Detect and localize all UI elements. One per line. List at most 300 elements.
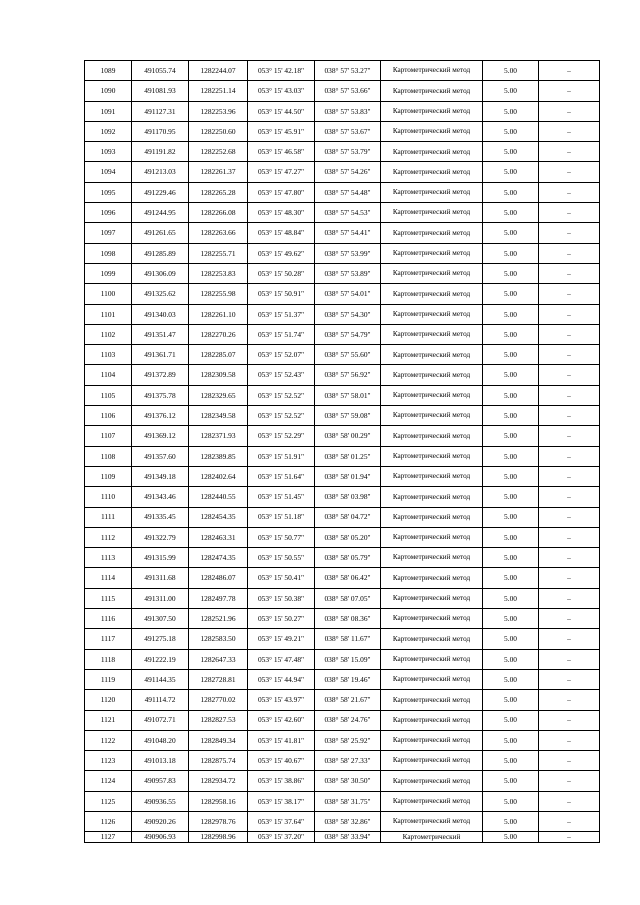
- latitude-cell: 053° 15' 52.52": [248, 406, 315, 426]
- point-number-cell: 1111: [85, 507, 132, 527]
- y-coordinate-cell: 1282934.72: [189, 771, 248, 791]
- x-coordinate-cell: 491311.00: [132, 588, 189, 608]
- accuracy-cell: 5.00: [483, 142, 539, 162]
- method-cell: [381, 771, 483, 791]
- method-cell: [381, 142, 483, 162]
- latitude-cell: 053° 15' 48.84": [248, 223, 315, 243]
- method-label: Картометрический метод: [392, 411, 471, 420]
- latitude-cell: 053° 15' 37.64": [248, 811, 315, 831]
- method-label: Картометрический метод: [392, 127, 471, 136]
- latitude-cell: 053° 15' 44.94": [248, 669, 315, 689]
- y-coordinate-cell: 1282770.02: [189, 690, 248, 710]
- point-number-cell: 1112: [85, 527, 132, 547]
- description-cell: –: [539, 61, 600, 81]
- x-coordinate-cell: 491229.46: [132, 182, 189, 202]
- point-number-cell: 1126: [85, 811, 132, 831]
- description-cell: –: [539, 324, 600, 344]
- x-coordinate-cell: 491127.31: [132, 101, 189, 121]
- x-coordinate-cell: 491013.18: [132, 751, 189, 771]
- method-cell: [381, 162, 483, 182]
- table-row: [85, 527, 600, 547]
- latitude-cell: 053° 15' 45.91": [248, 121, 315, 141]
- description-cell: –: [539, 223, 600, 243]
- latitude-cell: 053° 15' 43.03": [248, 81, 315, 101]
- table-row: [85, 121, 600, 141]
- x-coordinate-cell: 491275.18: [132, 629, 189, 649]
- table-row: [85, 751, 600, 771]
- method-label: Картометрический метод: [392, 614, 471, 623]
- accuracy-cell: 5.00: [483, 81, 539, 101]
- accuracy-cell: 5.00: [483, 101, 539, 121]
- description-cell: –: [539, 649, 600, 669]
- accuracy-cell: 5.00: [483, 710, 539, 730]
- method-label: Картометрический метод: [392, 451, 471, 460]
- y-coordinate-cell: 1282583.50: [189, 629, 248, 649]
- x-coordinate-cell: 491170.95: [132, 121, 189, 141]
- point-number-cell: 1107: [85, 426, 132, 446]
- latitude-cell: 053° 15' 50.55": [248, 548, 315, 568]
- y-coordinate-cell: 1282266.08: [189, 203, 248, 223]
- method-label: Картометрический: [402, 832, 461, 841]
- point-number-cell: 1118: [85, 649, 132, 669]
- latitude-cell: 053° 15' 51.91": [248, 446, 315, 466]
- y-coordinate-cell: 1282250.60: [189, 121, 248, 141]
- table-row: [85, 345, 600, 365]
- y-coordinate-cell: 1282309.58: [189, 365, 248, 385]
- x-coordinate-cell: 491376.12: [132, 406, 189, 426]
- accuracy-cell: 5.00: [483, 203, 539, 223]
- accuracy-cell: 5.00: [483, 263, 539, 283]
- y-coordinate-cell: 1282349.58: [189, 406, 248, 426]
- accuracy-cell: 5.00: [483, 568, 539, 588]
- longitude-cell: 038° 57' 54.79": [315, 324, 381, 344]
- accuracy-cell: 5.00: [483, 345, 539, 365]
- x-coordinate-cell: 491055.74: [132, 61, 189, 81]
- accuracy-cell: 5.00: [483, 588, 539, 608]
- longitude-cell: 038° 58' 11.67": [315, 629, 381, 649]
- table-row: [85, 223, 600, 243]
- longitude-cell: 038° 57' 53.99": [315, 243, 381, 263]
- point-number-cell: 1125: [85, 791, 132, 811]
- description-cell: –: [539, 832, 600, 843]
- x-coordinate-cell: 491375.78: [132, 385, 189, 405]
- longitude-cell: 038° 58' 01.94": [315, 466, 381, 486]
- method-label: Картометрический метод: [392, 736, 471, 745]
- y-coordinate-cell: 1282253.96: [189, 101, 248, 121]
- point-number-cell: 1123: [85, 751, 132, 771]
- x-coordinate-cell: 491048.20: [132, 730, 189, 750]
- latitude-cell: 053° 15' 37.20": [248, 832, 315, 843]
- method-label: Картометрический метод: [392, 634, 471, 643]
- x-coordinate-cell: 491306.09: [132, 263, 189, 283]
- method-label: Картометрический метод: [392, 492, 471, 501]
- table-row: [85, 649, 600, 669]
- point-number-cell: 1094: [85, 162, 132, 182]
- point-number-cell: 1096: [85, 203, 132, 223]
- y-coordinate-cell: 1282244.07: [189, 61, 248, 81]
- table-row: [85, 406, 600, 426]
- point-number-cell: 1103: [85, 345, 132, 365]
- y-coordinate-cell: 1282252.68: [189, 142, 248, 162]
- y-coordinate-cell: 1282261.10: [189, 304, 248, 324]
- table-row: [85, 811, 600, 831]
- method-cell: [381, 406, 483, 426]
- accuracy-cell: 5.00: [483, 446, 539, 466]
- longitude-cell: 038° 58' 33.94": [315, 832, 381, 843]
- longitude-cell: 038° 57' 54.53": [315, 203, 381, 223]
- longitude-cell: 038° 58' 07.05": [315, 588, 381, 608]
- description-cell: –: [539, 507, 600, 527]
- method-cell: [381, 101, 483, 121]
- longitude-cell: 038° 58' 01.25": [315, 446, 381, 466]
- accuracy-cell: 5.00: [483, 730, 539, 750]
- coordinates-table: [84, 60, 600, 843]
- point-number-cell: 1092: [85, 121, 132, 141]
- method-cell: [381, 507, 483, 527]
- point-number-cell: 1122: [85, 730, 132, 750]
- longitude-cell: 038° 57' 56.92": [315, 365, 381, 385]
- latitude-cell: 053° 15' 38.17": [248, 791, 315, 811]
- latitude-cell: 053° 15' 49.21": [248, 629, 315, 649]
- table-row: [85, 730, 600, 750]
- method-cell: [381, 730, 483, 750]
- method-cell: [381, 243, 483, 263]
- latitude-cell: 053° 15' 52.29": [248, 426, 315, 446]
- table-row: [85, 324, 600, 344]
- longitude-cell: 038° 58' 19.46": [315, 669, 381, 689]
- accuracy-cell: 5.00: [483, 832, 539, 843]
- accuracy-cell: 5.00: [483, 751, 539, 771]
- method-label: Картометрический метод: [392, 675, 471, 684]
- latitude-cell: 053° 15' 42.60": [248, 710, 315, 730]
- latitude-cell: 053° 15' 43.97": [248, 690, 315, 710]
- method-cell: [381, 832, 483, 843]
- x-coordinate-cell: 491335.45: [132, 507, 189, 527]
- table-row: [85, 365, 600, 385]
- latitude-cell: 053° 15' 52.52": [248, 385, 315, 405]
- table-row: [85, 832, 600, 843]
- table-row: [85, 203, 600, 223]
- method-label: Картометрический метод: [392, 66, 471, 75]
- method-label: Картометрический метод: [392, 573, 471, 582]
- table-row: [85, 568, 600, 588]
- method-cell: [381, 304, 483, 324]
- table-row: [85, 710, 600, 730]
- method-cell: [381, 446, 483, 466]
- y-coordinate-cell: 1282875.74: [189, 751, 248, 771]
- point-number-cell: 1105: [85, 385, 132, 405]
- method-label: Картометрический метод: [392, 512, 471, 521]
- y-coordinate-cell: 1282251.14: [189, 81, 248, 101]
- x-coordinate-cell: 491307.50: [132, 609, 189, 629]
- longitude-cell: 038° 57' 54.41": [315, 223, 381, 243]
- accuracy-cell: 5.00: [483, 385, 539, 405]
- method-label: Картометрический метод: [392, 472, 471, 481]
- description-cell: –: [539, 365, 600, 385]
- description-cell: –: [539, 690, 600, 710]
- latitude-cell: 053° 15' 44.50": [248, 101, 315, 121]
- latitude-cell: 053° 15' 48.30": [248, 203, 315, 223]
- accuracy-cell: 5.00: [483, 284, 539, 304]
- method-cell: [381, 751, 483, 771]
- accuracy-cell: 5.00: [483, 811, 539, 831]
- longitude-cell: 038° 57' 54.48": [315, 182, 381, 202]
- longitude-cell: 038° 57' 53.79": [315, 142, 381, 162]
- y-coordinate-cell: 1282474.35: [189, 548, 248, 568]
- method-cell: [381, 690, 483, 710]
- method-cell: [381, 203, 483, 223]
- longitude-cell: 038° 57' 53.67": [315, 121, 381, 141]
- description-cell: –: [539, 142, 600, 162]
- description-cell: –: [539, 466, 600, 486]
- y-coordinate-cell: 1282728.81: [189, 669, 248, 689]
- method-cell: [381, 710, 483, 730]
- description-cell: –: [539, 609, 600, 629]
- x-coordinate-cell: 490920.26: [132, 811, 189, 831]
- accuracy-cell: 5.00: [483, 791, 539, 811]
- x-coordinate-cell: 491222.19: [132, 649, 189, 669]
- longitude-cell: 038° 58' 27.33": [315, 751, 381, 771]
- y-coordinate-cell: 1282486.07: [189, 568, 248, 588]
- description-cell: –: [539, 446, 600, 466]
- longitude-cell: 038° 57' 58.01": [315, 385, 381, 405]
- table-row: [85, 588, 600, 608]
- longitude-cell: 038° 58' 04.72": [315, 507, 381, 527]
- table-row: [85, 304, 600, 324]
- point-number-cell: 1120: [85, 690, 132, 710]
- y-coordinate-cell: 1282285.07: [189, 345, 248, 365]
- table-row: [85, 61, 600, 81]
- longitude-cell: 038° 58' 08.36": [315, 609, 381, 629]
- description-cell: –: [539, 527, 600, 547]
- latitude-cell: 053° 15' 47.48": [248, 649, 315, 669]
- x-coordinate-cell: 490957.83: [132, 771, 189, 791]
- method-label: Картометрический метод: [392, 654, 471, 663]
- method-label: Картометрический метод: [392, 797, 471, 806]
- method-cell: [381, 649, 483, 669]
- longitude-cell: 038° 58' 32.86": [315, 811, 381, 831]
- x-coordinate-cell: 491311.68: [132, 568, 189, 588]
- description-cell: –: [539, 406, 600, 426]
- method-cell: [381, 609, 483, 629]
- x-coordinate-cell: 490906.93: [132, 832, 189, 843]
- longitude-cell: 038° 58' 00.29": [315, 426, 381, 446]
- table-row: [85, 101, 600, 121]
- description-cell: –: [539, 811, 600, 831]
- latitude-cell: 053° 15' 50.91": [248, 284, 315, 304]
- accuracy-cell: 5.00: [483, 629, 539, 649]
- point-number-cell: 1121: [85, 710, 132, 730]
- x-coordinate-cell: 491072.71: [132, 710, 189, 730]
- longitude-cell: 038° 58' 15.09": [315, 649, 381, 669]
- y-coordinate-cell: 1282389.85: [189, 446, 248, 466]
- accuracy-cell: 5.00: [483, 690, 539, 710]
- y-coordinate-cell: 1282265.28: [189, 182, 248, 202]
- x-coordinate-cell: 491343.46: [132, 487, 189, 507]
- longitude-cell: 038° 57' 54.01": [315, 284, 381, 304]
- longitude-cell: 038° 58' 31.75": [315, 791, 381, 811]
- description-cell: –: [539, 568, 600, 588]
- longitude-cell: 038° 58' 06.42": [315, 568, 381, 588]
- x-coordinate-cell: 491349.18: [132, 466, 189, 486]
- longitude-cell: 038° 58' 03.98": [315, 487, 381, 507]
- description-cell: –: [539, 345, 600, 365]
- method-label: Картометрический метод: [392, 188, 471, 197]
- description-cell: –: [539, 487, 600, 507]
- description-cell: –: [539, 182, 600, 202]
- point-number-cell: 1102: [85, 324, 132, 344]
- y-coordinate-cell: 1282371.93: [189, 426, 248, 446]
- method-label: Картометрический метод: [392, 370, 471, 379]
- method-label: Картометрический метод: [392, 776, 471, 785]
- y-coordinate-cell: 1282440.55: [189, 487, 248, 507]
- method-cell: [381, 527, 483, 547]
- latitude-cell: 053° 15' 50.28": [248, 263, 315, 283]
- latitude-cell: 053° 15' 41.81": [248, 730, 315, 750]
- x-coordinate-cell: 491261.65: [132, 223, 189, 243]
- y-coordinate-cell: 1282998.96: [189, 832, 248, 843]
- latitude-cell: 053° 15' 52.43": [248, 365, 315, 385]
- table-row: [85, 284, 600, 304]
- x-coordinate-cell: 491114.72: [132, 690, 189, 710]
- x-coordinate-cell: 491244.95: [132, 203, 189, 223]
- description-cell: –: [539, 588, 600, 608]
- method-cell: [381, 548, 483, 568]
- method-cell: [381, 182, 483, 202]
- method-cell: [381, 568, 483, 588]
- method-cell: [381, 284, 483, 304]
- method-cell: [381, 81, 483, 101]
- y-coordinate-cell: 1282463.31: [189, 527, 248, 547]
- point-number-cell: 1108: [85, 446, 132, 466]
- method-label: Картометрический метод: [392, 350, 471, 359]
- latitude-cell: 053° 15' 46.58": [248, 142, 315, 162]
- point-number-cell: 1097: [85, 223, 132, 243]
- y-coordinate-cell: 1282253.83: [189, 263, 248, 283]
- description-cell: –: [539, 548, 600, 568]
- method-label: Картометрический метод: [392, 249, 471, 258]
- y-coordinate-cell: 1282849.34: [189, 730, 248, 750]
- description-cell: –: [539, 710, 600, 730]
- method-cell: [381, 365, 483, 385]
- method-label: Картометрический метод: [392, 817, 471, 826]
- table-row: [85, 669, 600, 689]
- accuracy-cell: 5.00: [483, 121, 539, 141]
- method-cell: [381, 385, 483, 405]
- x-coordinate-cell: 491315.99: [132, 548, 189, 568]
- y-coordinate-cell: 1282263.66: [189, 223, 248, 243]
- longitude-cell: 038° 58' 24.76": [315, 710, 381, 730]
- point-number-cell: 1114: [85, 568, 132, 588]
- table-row: [85, 507, 600, 527]
- x-coordinate-cell: 491340.03: [132, 304, 189, 324]
- y-coordinate-cell: 1282255.71: [189, 243, 248, 263]
- table-row: [85, 487, 600, 507]
- longitude-cell: 038° 57' 53.27": [315, 61, 381, 81]
- description-cell: –: [539, 284, 600, 304]
- longitude-cell: 038° 57' 54.30": [315, 304, 381, 324]
- description-cell: –: [539, 771, 600, 791]
- x-coordinate-cell: 491285.89: [132, 243, 189, 263]
- table-row: [85, 609, 600, 629]
- description-cell: –: [539, 162, 600, 182]
- accuracy-cell: 5.00: [483, 426, 539, 446]
- description-cell: –: [539, 426, 600, 446]
- longitude-cell: 038° 58' 05.79": [315, 548, 381, 568]
- latitude-cell: 053° 15' 50.27": [248, 609, 315, 629]
- description-cell: –: [539, 263, 600, 283]
- method-cell: [381, 223, 483, 243]
- point-number-cell: 1101: [85, 304, 132, 324]
- y-coordinate-cell: 1282402.64: [189, 466, 248, 486]
- point-number-cell: 1124: [85, 771, 132, 791]
- accuracy-cell: 5.00: [483, 162, 539, 182]
- description-cell: –: [539, 629, 600, 649]
- method-label: Картометрический метод: [392, 289, 471, 298]
- point-number-cell: 1091: [85, 101, 132, 121]
- latitude-cell: 053° 15' 47.80": [248, 182, 315, 202]
- accuracy-cell: 5.00: [483, 406, 539, 426]
- method-cell: [381, 588, 483, 608]
- x-coordinate-cell: 491369.12: [132, 426, 189, 446]
- x-coordinate-cell: 491322.79: [132, 527, 189, 547]
- table-row: [85, 263, 600, 283]
- method-label: Картометрический метод: [392, 756, 471, 765]
- latitude-cell: 053° 15' 51.45": [248, 487, 315, 507]
- description-cell: –: [539, 121, 600, 141]
- latitude-cell: 053° 15' 50.77": [248, 527, 315, 547]
- table-row: [85, 629, 600, 649]
- method-label: Картометрический метод: [392, 309, 471, 318]
- accuracy-cell: 5.00: [483, 771, 539, 791]
- table-row: [85, 162, 600, 182]
- longitude-cell: 038° 58' 21.67": [315, 690, 381, 710]
- y-coordinate-cell: 1282454.35: [189, 507, 248, 527]
- method-cell: [381, 629, 483, 649]
- description-cell: –: [539, 304, 600, 324]
- accuracy-cell: 5.00: [483, 304, 539, 324]
- y-coordinate-cell: 1282255.98: [189, 284, 248, 304]
- accuracy-cell: 5.00: [483, 466, 539, 486]
- x-coordinate-cell: 491361.71: [132, 345, 189, 365]
- table-row: [85, 182, 600, 202]
- accuracy-cell: 5.00: [483, 223, 539, 243]
- y-coordinate-cell: 1282647.33: [189, 649, 248, 669]
- method-label: Картометрический метод: [392, 269, 471, 278]
- method-cell: [381, 61, 483, 81]
- method-cell: [381, 791, 483, 811]
- table-body: [85, 61, 600, 843]
- method-cell: [381, 121, 483, 141]
- description-cell: –: [539, 203, 600, 223]
- table-row: [85, 771, 600, 791]
- accuracy-cell: 5.00: [483, 649, 539, 669]
- x-coordinate-cell: 491213.03: [132, 162, 189, 182]
- table-row: [85, 690, 600, 710]
- latitude-cell: 053° 15' 38.86": [248, 771, 315, 791]
- description-cell: –: [539, 791, 600, 811]
- method-label: Картометрический метод: [392, 431, 471, 440]
- longitude-cell: 038° 57' 53.66": [315, 81, 381, 101]
- method-cell: [381, 487, 483, 507]
- method-label: Картометрический метод: [392, 167, 471, 176]
- method-cell: [381, 669, 483, 689]
- description-cell: –: [539, 385, 600, 405]
- table-row: [85, 426, 600, 446]
- latitude-cell: 053° 15' 49.62": [248, 243, 315, 263]
- point-number-cell: 1098: [85, 243, 132, 263]
- x-coordinate-cell: 491351.47: [132, 324, 189, 344]
